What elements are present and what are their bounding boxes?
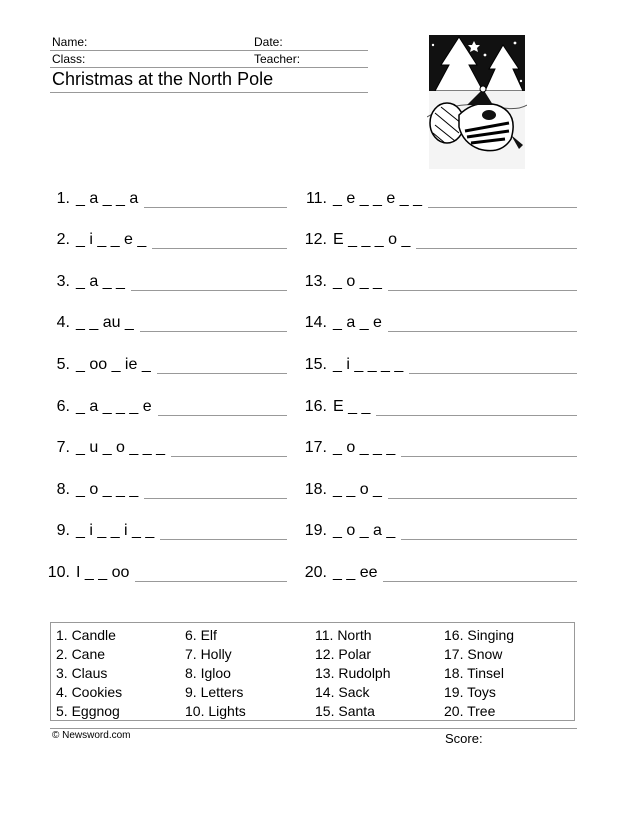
question-17 <box>295 431 577 457</box>
word-bank-item: 5. Eggnog <box>56 703 120 719</box>
answer-line[interactable] <box>401 519 577 540</box>
question-13 <box>295 265 577 291</box>
word-bank-item: 15. Santa <box>315 703 375 719</box>
question-14 <box>295 306 577 332</box>
answer-line[interactable] <box>135 561 287 582</box>
question-pattern: E _ _ _ o _ <box>333 231 411 248</box>
name-date-line <box>50 50 368 51</box>
question-pattern: _ o _ a _ <box>333 522 396 539</box>
question-6 <box>38 390 287 416</box>
question-number: 19. <box>304 522 327 539</box>
word-bank-item: 9. Letters <box>185 684 244 700</box>
question-20 <box>295 556 577 582</box>
question-pattern: _ a _ e <box>333 314 382 331</box>
question-pattern: _ e _ _ e _ _ <box>333 190 422 207</box>
question-number: 3. <box>56 273 70 290</box>
question-16 <box>295 390 577 416</box>
question-pattern: _ a _ _ _ e <box>76 398 152 415</box>
word-bank-item: 12. Polar <box>315 646 372 662</box>
question-pattern: _ _ o _ <box>333 481 382 498</box>
question-2 <box>38 223 287 249</box>
question-5 <box>38 348 287 374</box>
question-number: 20. <box>304 564 327 581</box>
question-8 <box>38 473 287 499</box>
question-number: 8. <box>56 481 70 498</box>
question-pattern: _ a _ _ <box>76 273 125 290</box>
word-bank-item: 14. Sack <box>315 684 370 700</box>
question-7 <box>38 431 287 457</box>
answer-line[interactable] <box>416 228 577 249</box>
copyright-text: © Newsword.com <box>52 730 131 741</box>
question-number: 5. <box>56 356 70 373</box>
answer-line[interactable] <box>144 478 287 499</box>
word-bank-item: 4. Cookies <box>56 684 123 700</box>
question-pattern: _ a _ _ a <box>76 190 139 207</box>
question-10 <box>38 556 287 582</box>
answer-line[interactable] <box>401 436 577 457</box>
question-4 <box>38 306 287 332</box>
question-15 <box>295 348 577 374</box>
teacher-label: Teacher: <box>254 52 301 66</box>
answer-line[interactable] <box>428 187 577 208</box>
footer-divider <box>50 728 577 729</box>
question-number: 7. <box>56 439 70 456</box>
question-12 <box>295 223 577 249</box>
question-pattern: _ i _ _ _ _ <box>333 356 404 373</box>
word-bank-item: 17. Snow <box>444 646 503 662</box>
answer-line[interactable] <box>160 519 287 540</box>
word-bank-item: 11. North <box>315 627 372 643</box>
answer-line[interactable] <box>376 395 577 416</box>
date-label: Date: <box>254 35 283 49</box>
question-19 <box>295 514 577 540</box>
question-number: 12. <box>304 231 327 248</box>
question-pattern: _ _ ee <box>333 564 378 581</box>
question-pattern: _ _ au _ <box>76 314 134 331</box>
question-11 <box>295 182 577 208</box>
question-pattern: _ o _ _ <box>333 273 382 290</box>
class-label: Class: <box>52 52 86 66</box>
word-bank-item: 1. Candle <box>56 627 116 643</box>
word-bank-item: 7. Holly <box>185 646 232 662</box>
question-number: 6. <box>56 398 70 415</box>
question-number: 17. <box>304 439 327 456</box>
word-bank-item: 13. Rudolph <box>315 665 391 681</box>
question-pattern: I _ _ oo <box>76 564 130 581</box>
word-bank-item: 3. Claus <box>56 665 108 681</box>
santa-clipart <box>427 35 527 169</box>
question-number: 1. <box>56 190 70 207</box>
answer-line[interactable] <box>171 436 287 457</box>
question-number: 16. <box>304 398 327 415</box>
question-number: 2. <box>56 231 70 248</box>
question-pattern: _ oo _ ie _ <box>76 356 151 373</box>
word-bank-item: 20. Tree <box>444 703 496 719</box>
word-bank-item: 18. Tinsel <box>444 665 504 681</box>
question-pattern: _ u _ o _ _ _ <box>76 439 165 456</box>
answer-line[interactable] <box>131 270 287 291</box>
question-number: 11. <box>305 190 327 207</box>
question-number: 4. <box>56 314 70 331</box>
answer-line[interactable] <box>388 311 577 332</box>
name-label: Name: <box>52 35 88 49</box>
question-pattern: _ i _ _ e _ <box>76 231 147 248</box>
answer-line[interactable] <box>144 187 287 208</box>
word-bank-item: 6. Elf <box>185 627 217 643</box>
question-9 <box>38 514 287 540</box>
page-title: Christmas at the North Pole <box>52 69 274 89</box>
answer-line[interactable] <box>140 311 287 332</box>
word-bank-item: 16. Singing <box>444 627 515 643</box>
answer-line[interactable] <box>388 270 577 291</box>
question-pattern: E _ _ <box>333 398 371 415</box>
answer-line[interactable] <box>388 478 577 499</box>
score-label: Score: <box>445 731 483 746</box>
answer-line[interactable] <box>383 561 577 582</box>
question-number: 9. <box>56 522 70 539</box>
class-teacher-line <box>50 67 368 68</box>
question-pattern: _ i _ _ i _ _ <box>76 522 155 539</box>
question-number: 13. <box>304 273 327 290</box>
word-bank-item: 10. Lights <box>185 703 246 719</box>
title-underline <box>50 92 368 93</box>
question-1 <box>38 182 287 208</box>
question-18 <box>295 473 577 499</box>
question-number: 10. <box>47 564 70 581</box>
question-number: 15. <box>304 356 327 373</box>
question-pattern: _ o _ _ _ <box>333 439 396 456</box>
word-bank-item: 2. Cane <box>56 646 106 662</box>
question-number: 14. <box>304 314 327 331</box>
question-number: 18. <box>304 481 327 498</box>
word-bank-item: 8. Igloo <box>185 665 231 681</box>
question-pattern: _ o _ _ _ <box>76 481 139 498</box>
word-bank-item: 19. Toys <box>444 684 496 700</box>
answer-line[interactable] <box>157 353 287 374</box>
word-bank <box>50 622 575 721</box>
answer-line[interactable] <box>409 353 577 374</box>
question-3 <box>38 265 287 291</box>
answer-line[interactable] <box>158 395 287 416</box>
answer-line[interactable] <box>152 228 287 249</box>
